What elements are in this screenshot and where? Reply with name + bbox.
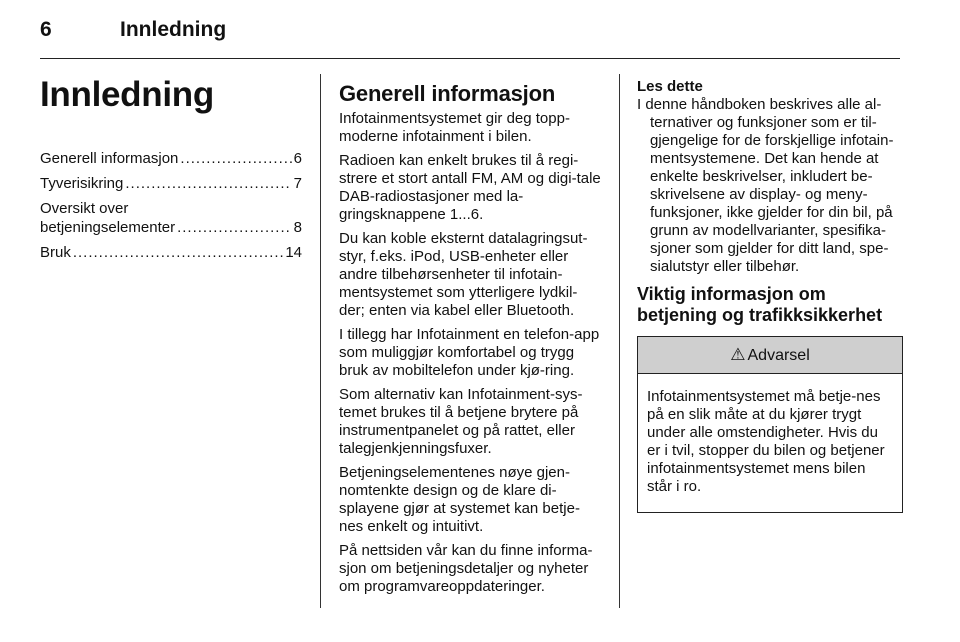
toc-entry-page: 6 bbox=[293, 150, 302, 167]
toc-leader bbox=[177, 218, 292, 237]
body-column-right bbox=[637, 74, 903, 513]
toc-column bbox=[40, 74, 302, 268]
toc-entry-page: 7 bbox=[293, 175, 302, 192]
warning-label: Advarsel bbox=[747, 347, 810, 364]
header-rule bbox=[40, 58, 900, 59]
body-paragraph: Betjeningselementenes nøye gjen-nomtenkte design og de klare di-splayene gjør at systemet kan betje-nes enkelt og intuitivt. bbox=[339, 464, 580, 535]
column-divider bbox=[320, 74, 321, 608]
body-paragraph: I tillegg har Infotainment en telefon-app som muliggjør komfortabel og trygg bruk av mobiltelefon under kjø-ring. bbox=[339, 326, 600, 379]
toc-leader bbox=[180, 149, 291, 168]
page-number: 6 bbox=[40, 18, 52, 41]
toc-entry-label: Bruk bbox=[40, 244, 71, 261]
warning-text: Infotainmentsystemet må betje-nes på en slik måte at du kjører trygt under alle omstendigheter. Hvis du er i tvil, stopper du bilen og betjener infotainmentsystemet mens bilen står i ro. bbox=[647, 388, 885, 495]
toc-entry-label: betjeningselementer bbox=[40, 219, 176, 236]
section-heading: Generell informasjon bbox=[339, 81, 556, 106]
body-paragraph: Som alternativ kan Infotainment-sys-temet brukes til å betjene brytere på instrumentpanelet og på rattet, eller talegjenkjenningsfuxer. bbox=[339, 386, 583, 457]
running-title: Innledning bbox=[120, 18, 227, 41]
toc-entry-label-line1: Oversikt over bbox=[40, 200, 129, 217]
toc-leader bbox=[125, 174, 291, 193]
warning-header bbox=[638, 337, 902, 374]
toc-entry[interactable] bbox=[40, 174, 302, 193]
table-of-contents bbox=[40, 149, 302, 262]
body-paragraph: Infotainmentsystemet gir deg topp-moderne infotainment i bilen. bbox=[339, 110, 570, 145]
note-text: I denne håndboken beskrives alle al-ternativer og funksjoner som er til-gjengelige for de forskjellige infotain-mentsystemene. Det kan hende at enkelte beskrivelser, inkludert be-skrivelsene av display- og meny-funksjoner, ikke gjelder for din bil, på grunn av modellvarianter, spesifika-sjoner som gjelder for ditt land, spe-sialutstyr eller tilbehør. bbox=[637, 96, 894, 275]
toc-entry[interactable] bbox=[40, 199, 302, 237]
toc-entry-page: 14 bbox=[285, 244, 302, 261]
toc-entry[interactable] bbox=[40, 149, 302, 168]
body-paragraph: Radioen kan enkelt brukes til å regi-strere et stort antall FM, AM og digi-tale DAB-radiostasjoner med la-gringsknappene 1...6. bbox=[339, 152, 601, 223]
subsection-heading: Viktig informasjon om betjening og trafikksikkerhet bbox=[637, 284, 883, 325]
body-paragraph: Du kan koble eksternt datalagringsut-styr, f.eks. iPod, USB-enheter eller andre tilbehørsenheter til infotain-mentsystemet som ytterligere lydkil-der; enten via kabel eller Bluetooth. bbox=[339, 230, 588, 319]
warning-box bbox=[637, 336, 903, 513]
column-divider bbox=[619, 74, 620, 608]
body-paragraph: På nettsiden vår kan du finne informa-sjon om betjeningsdetaljer og nyheter om programvareoppdateringer. bbox=[339, 542, 593, 595]
toc-entry-page: 8 bbox=[293, 219, 302, 236]
toc-entry-label: Tyverisikring bbox=[40, 175, 124, 192]
warning-triangle-icon: ⚠ bbox=[730, 345, 746, 364]
toc-leader bbox=[73, 243, 283, 262]
note-title: Les dette bbox=[637, 78, 703, 95]
body-column-middle bbox=[339, 74, 602, 602]
toc-entry-label: Generell informasjon bbox=[40, 150, 179, 167]
chapter-title: Innledning bbox=[40, 75, 214, 114]
toc-entry[interactable] bbox=[40, 243, 302, 262]
